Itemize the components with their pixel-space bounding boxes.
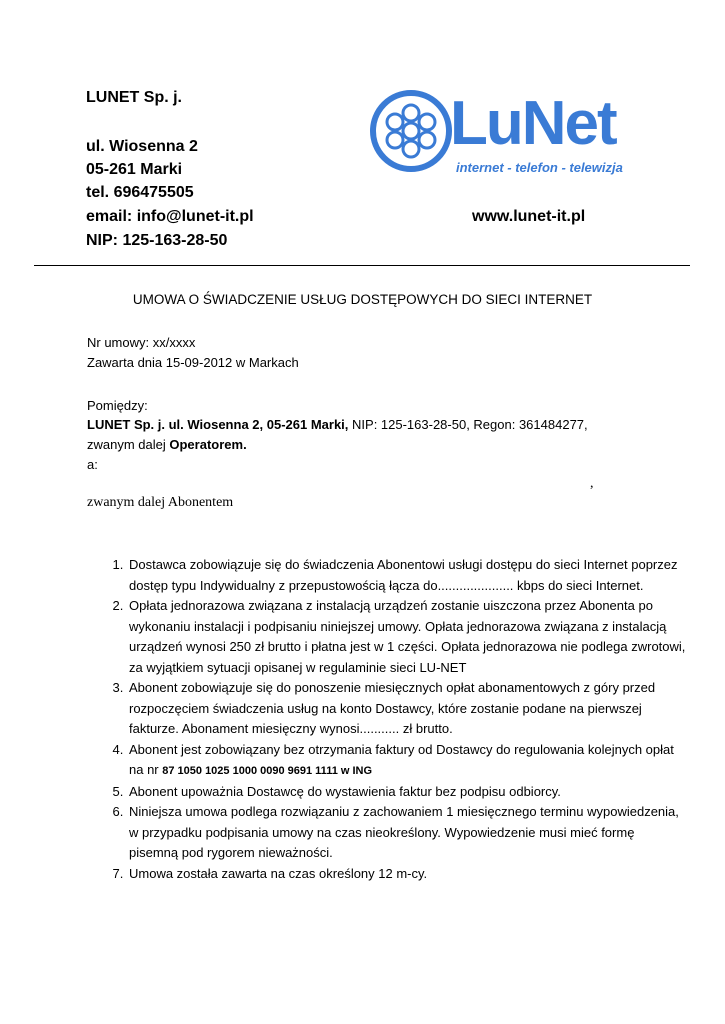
term-text: Niniejsza umowa podlega rozwiązaniu z zachowaniem 1 miesięcznego terminu wypowiedzenia, w przypadku podpisania umowy na czas nieokreślony. Wypowiedzenie musi mieć formę pisemną pod rygorem nieważności. <box>129 804 679 860</box>
term-item <box>127 864 687 885</box>
term-item <box>127 596 687 678</box>
contract-title: UMOWA O ŚWIADCZENIE USŁUG DOSTĘPOWYCH DO SIECI INTERNET <box>132 292 593 307</box>
between-label: Pomiędzy: <box>87 398 148 413</box>
operator-called-prefix: zwanym dalej <box>87 437 170 452</box>
logo-tagline: internet - telefon - telewizja <box>456 160 623 175</box>
term-item <box>127 782 687 803</box>
operator-called-line <box>87 435 247 454</box>
operator-ids: NIP: 125-163-28-50, Regon: 361484277, <box>348 417 588 432</box>
company-city: 05-261 Marki <box>86 161 183 178</box>
subscriber-comma: , <box>590 476 594 491</box>
operator-role: Operatorem. <box>169 437 247 452</box>
and-label: a: <box>87 457 98 472</box>
company-website: www.lunet-it.pl <box>472 208 586 225</box>
term-item <box>127 555 687 596</box>
company-street: ul. Wiosenna 2 <box>86 138 198 155</box>
contract-number: Nr umowy: xx/xxxx <box>87 335 196 350</box>
term-text: Abonent zobowiązuje się do ponoszenie miesięcznych opłat abonamentowych z góry przed rozpoczęciem świadczenia usług na konto Dostawcy, które zostanie podane na pierwszej fakturze. Abonament miesięczny wynosi........... zł brutto. <box>129 680 656 736</box>
bank-account-number: 87 1050 1025 1000 0090 9691 1111 w ING <box>162 765 373 777</box>
company-name: LUNET Sp. j. <box>86 89 182 106</box>
term-text: Dostawca zobowiązuje się do świadczenia Abonentowi usługi dostępu do sieci Internet poprzez dostęp typu Indywidualny z przepustowością łącza do..................... kbps do sieci Internet. <box>129 557 678 593</box>
company-phone: tel. 696475505 <box>86 184 194 201</box>
term-text: Umowa została zawarta na czas określony 12 m-cy. <box>129 865 428 881</box>
lunet-logo <box>370 84 642 180</box>
operator-name-address: LUNET Sp. j. ul. Wiosenna 2, 05-261 Marki, <box>87 417 349 432</box>
term-text: Abonent upoważnia Dostawcę do wystawienia faktur bez podpisu odbiorcy. <box>129 783 561 799</box>
term-item <box>127 678 687 740</box>
term-text: Opłata jednorazowa związana z instalacją urządzeń zostanie uiszczona przez Abonenta po wykonaniu instalacji i podpisaniu niniejszej umowy. Opłata jednorazowa związana z instalacją urządzeń wynosi 250 zł brutto i płatna jest w 1 części. Opłata jednorazowa nie podlega zwrotowi, za wyjątkiem sytuacji opisanej w regulaminie sieci LU-NET <box>129 598 686 675</box>
fiber-cable-icon <box>370 86 452 176</box>
operator-line <box>87 415 588 434</box>
logo-wordmark: LuNet <box>450 89 616 158</box>
term-item <box>127 740 687 782</box>
company-email: email: info@lunet-it.pl <box>86 208 254 225</box>
term-text: Abonent jest zobowiązany bez otrzymania faktury od Dostawcy do regulowania kolejnych opłat na nr <box>129 741 674 777</box>
header-divider <box>34 265 690 266</box>
subscriber-called: zwanym dalej Abonentem <box>87 495 234 510</box>
contract-date: Zawarta dnia 15-09-2012 w Markach <box>87 355 299 370</box>
contract-terms-list <box>87 555 687 884</box>
company-nip: NIP: 125-163-28-50 <box>86 232 228 249</box>
term-item <box>127 802 687 864</box>
